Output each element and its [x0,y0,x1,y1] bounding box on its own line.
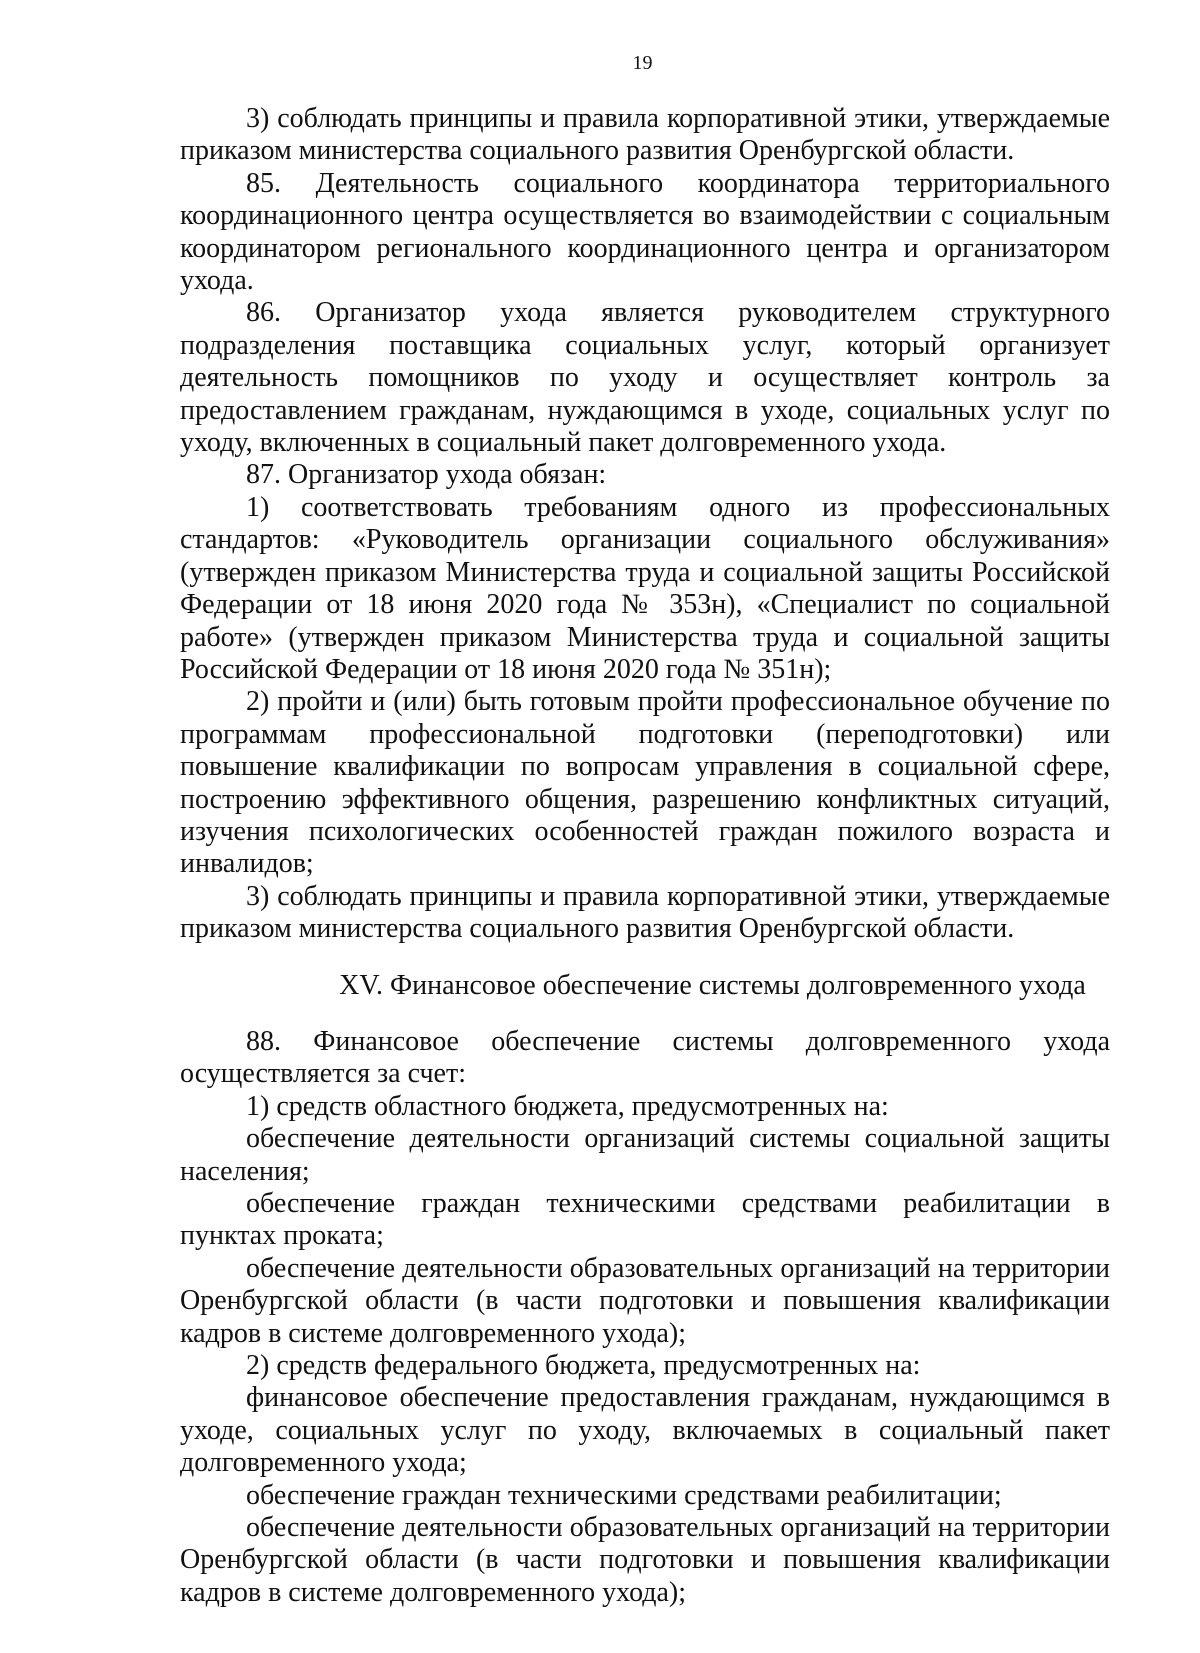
paragraph-item-3-ethics: 3) соблюдать принципы и правила корпоративной этики, утверждаемые приказом министерства социального развития Оренбургской области. [180,103,1110,167]
paragraph-87-item-2: 2) пройти и (или) быть готовым пройти профессиональное обучение по программам профессиональной подготовки (переподготовки) или повышение квалификации по вопросам управления в социальной сфере, построению эффективного общения, разрешению конфликтных ситуаций, изучения психологических особенностей граждан пожилого возраста и инвалидов; [180,686,1110,880]
paragraph-85: 85. Деятельность социального координатора территориального координационного центра осуществляется во взаимодействии с социальным координатором регионального координационного центра и организатором ухода. [180,167,1110,297]
paragraph-87-item-3: 3) соблюдать принципы и правила корпоративной этики, утверждаемые приказом министерства социального развития Оренбургской области. [180,880,1110,945]
paragraph-88-item-2: 2) средств федерального бюджета, предусмотренных на: [246,1350,921,1382]
paragraph-88-item-2-b: обеспечение граждан техническими средствами реабилитации; [246,1479,1002,1511]
paragraph-88-item-2-c: обеспечение деятельности образовательных организаций на территории Оренбургской области (в части подготовки и повышения квалификации кадров в системе долговременного ухода); [180,1512,1110,1608]
section-heading: XV. Финансовое обеспечение системы долговременного ухода [339,969,1086,1001]
paragraph-88-item-1-b: обеспечение граждан техническими средствами реабилитации в пунктах проката; [180,1188,1110,1252]
paragraph-87-item-1: 1) соответствовать требованиям одного из профессиональных стандартов: «Руководитель организации социального обслуживания» (утвержден приказом Министерства труда и социальной защиты Российской Федерации от 18 июня 2020 года № 353н), «Специалист по социальной работе» (утвержден приказом Министерства труда и социальной защиты Российской Федерации от 18 июня 2020 года № 351н); [180,491,1110,685]
paragraph-88-item-1-c: обеспечение деятельности образовательных организаций на территории Оренбургской области (в части подготовки и повышения квалификации кадров в системе долговременного ухода); [180,1252,1110,1349]
paragraph-88-item-1-a: обеспечение деятельности организаций системы социальной защиты населения; [180,1123,1110,1187]
paragraph-88-item-2-a: финансовое обеспечение предоставления гражданам, нуждающимся в уходе, социальных услуг по уходу, включаемых в социальный пакет долговременного ухода; [180,1382,1110,1479]
paragraph-88-item-1: 1) средств областного бюджета, предусмотренных на: [246,1090,889,1122]
paragraph-86: 86. Организатор ухода является руководителем структурного подразделения поставщика социальных услуг, который организует деятельность помощников по уходу и осуществляет контроль за предоставлением гражданам, нуждающимся в уходе, социальных услуг по уходу, включенных в социальный пакет долговременного ухода. [180,297,1110,459]
document-body [180,103,1110,1609]
paragraph-87: 87. Организатор ухода обязан: [246,459,607,491]
page-number: 19 [632,52,653,74]
paragraph-88: 88. Финансовое обеспечение системы долговременного ухода осуществляется за счет: [180,1025,1110,1090]
